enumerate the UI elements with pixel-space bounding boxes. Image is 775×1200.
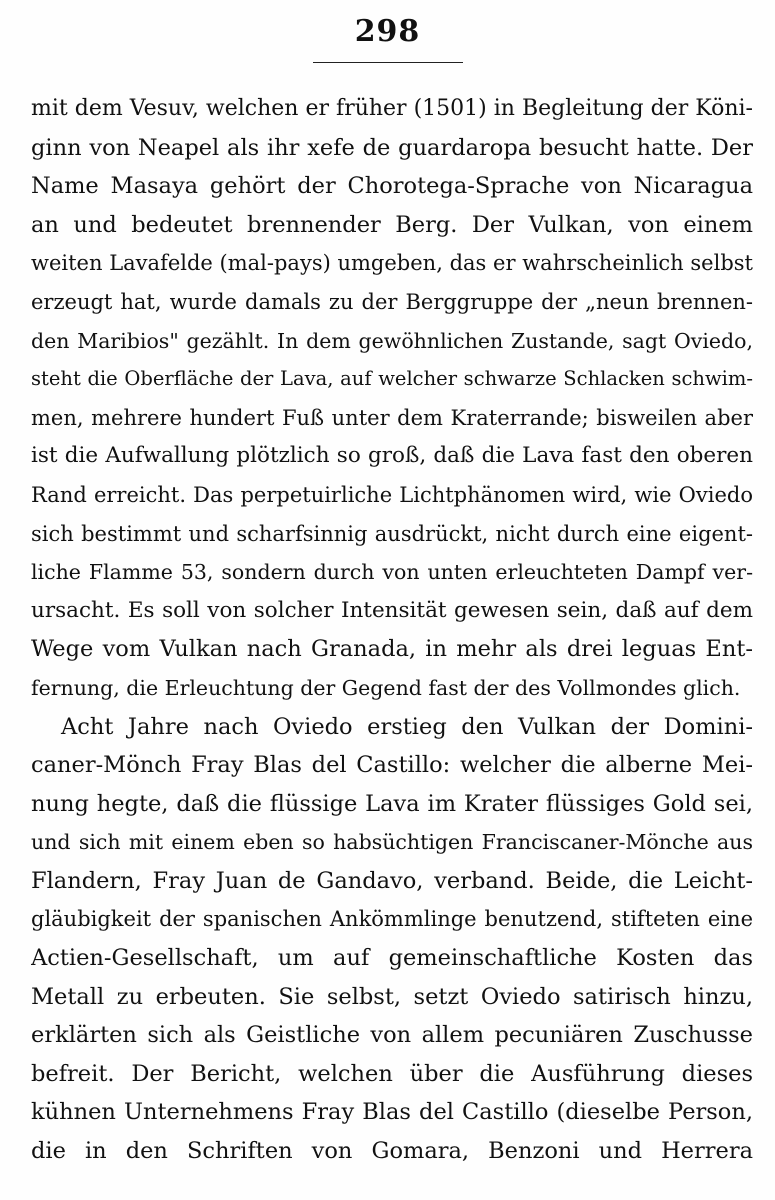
text-line: mit dem Vesuv, welchen er früher (1501) in Begleitung der Köni- bbox=[31, 96, 753, 121]
text-line: Acht Jahre nach Oviedo erstieg den Vulkan der Domini- bbox=[61, 713, 753, 740]
text-line: Actien-Gesellschaft, um auf gemeinschaftliche Kosten das bbox=[31, 945, 753, 972]
text-line: weiten Lavafelde (mal-pays) umgeben, das er wahrscheinlich selbst bbox=[31, 251, 753, 276]
text-line: Flandern, Fray Juan de Gandavo, verband. Beide, die Leicht- bbox=[31, 867, 753, 894]
text-line: den Maribios" gezählt. In dem gewöhnlichen Zustande, sagt Oviedo, bbox=[31, 328, 753, 353]
text-line: erklärten sich als Geistliche von allem pecuniären Zuschusse bbox=[31, 1022, 753, 1049]
text-line: kühnen Unternehmens Fray Blas del Castillo (dieselbe Person, bbox=[31, 1099, 753, 1126]
text-line: men, mehrere hundert Fuß unter dem Kraterrande; bisweilen aber bbox=[31, 405, 753, 430]
text-line: Name Masaya gehört der Chorotega-Sprache von Nicaragua bbox=[31, 173, 753, 200]
page-number: 298 bbox=[354, 14, 421, 49]
text-line: caner-Mönch Fray Blas del Castillo: welcher die alberne Mei- bbox=[31, 752, 753, 779]
text-line: die in den Schriften von Gomara, Benzoni und Herrera bbox=[31, 1138, 753, 1165]
text-line: ist die Aufwallung plötzlich so groß, daß die Lava fast den oberen bbox=[31, 443, 753, 469]
text-line: Rand erreicht. Das perpetuirliche Lichtphänomen wird, wie Oviedo bbox=[31, 482, 753, 507]
text-line: sich bestimmt und scharfsinnig ausdrückt, nicht durch eine eigent- bbox=[31, 521, 753, 546]
text-line: erzeugt hat, wurde damals zu der Berggruppe der „neun brennen- bbox=[31, 289, 753, 314]
header-rule bbox=[313, 62, 463, 63]
text-line: fernung, die Erleuchtung der Gegend fast der des Vollmondes glich. bbox=[31, 675, 741, 700]
body-text bbox=[31, 90, 753, 1171]
text-line: gläubigkeit der spanischen Ankömmlinge benutzend, stifteten eine bbox=[31, 907, 753, 932]
text-line: steht die Oberfläche der Lava, auf welcher schwarze Schlacken schwim- bbox=[31, 367, 753, 391]
text-line: Wege vom Vulkan nach Granada, in mehr als drei leguas Ent- bbox=[31, 636, 753, 663]
text-line: und sich mit einem eben so habsüchtigen Franciscaner-Mönche aus bbox=[31, 830, 753, 855]
text-line: befreit. Der Bericht, welchen über die Ausführung dieses bbox=[31, 1060, 753, 1087]
text-line: Metall zu erbeuten. Sie selbst, setzt Oviedo satirisch hinzu, bbox=[31, 983, 753, 1010]
text-line: ginn von Neapel als ihr xefe de guardaropa besucht hatte. Der bbox=[31, 134, 753, 161]
text-line: an und bedeutet brennender Berg. Der Vulkan, von einem bbox=[31, 211, 753, 238]
text-line: nung hegte, daß die flüssige Lava im Krater flüssiges Gold sei, bbox=[31, 790, 753, 817]
text-line: ursacht. Es soll von solcher Intensität gewesen sein, daß auf dem bbox=[31, 597, 753, 623]
text-line: liche Flamme 53, sondern durch von unten erleuchteten Dampf ver- bbox=[31, 560, 753, 585]
